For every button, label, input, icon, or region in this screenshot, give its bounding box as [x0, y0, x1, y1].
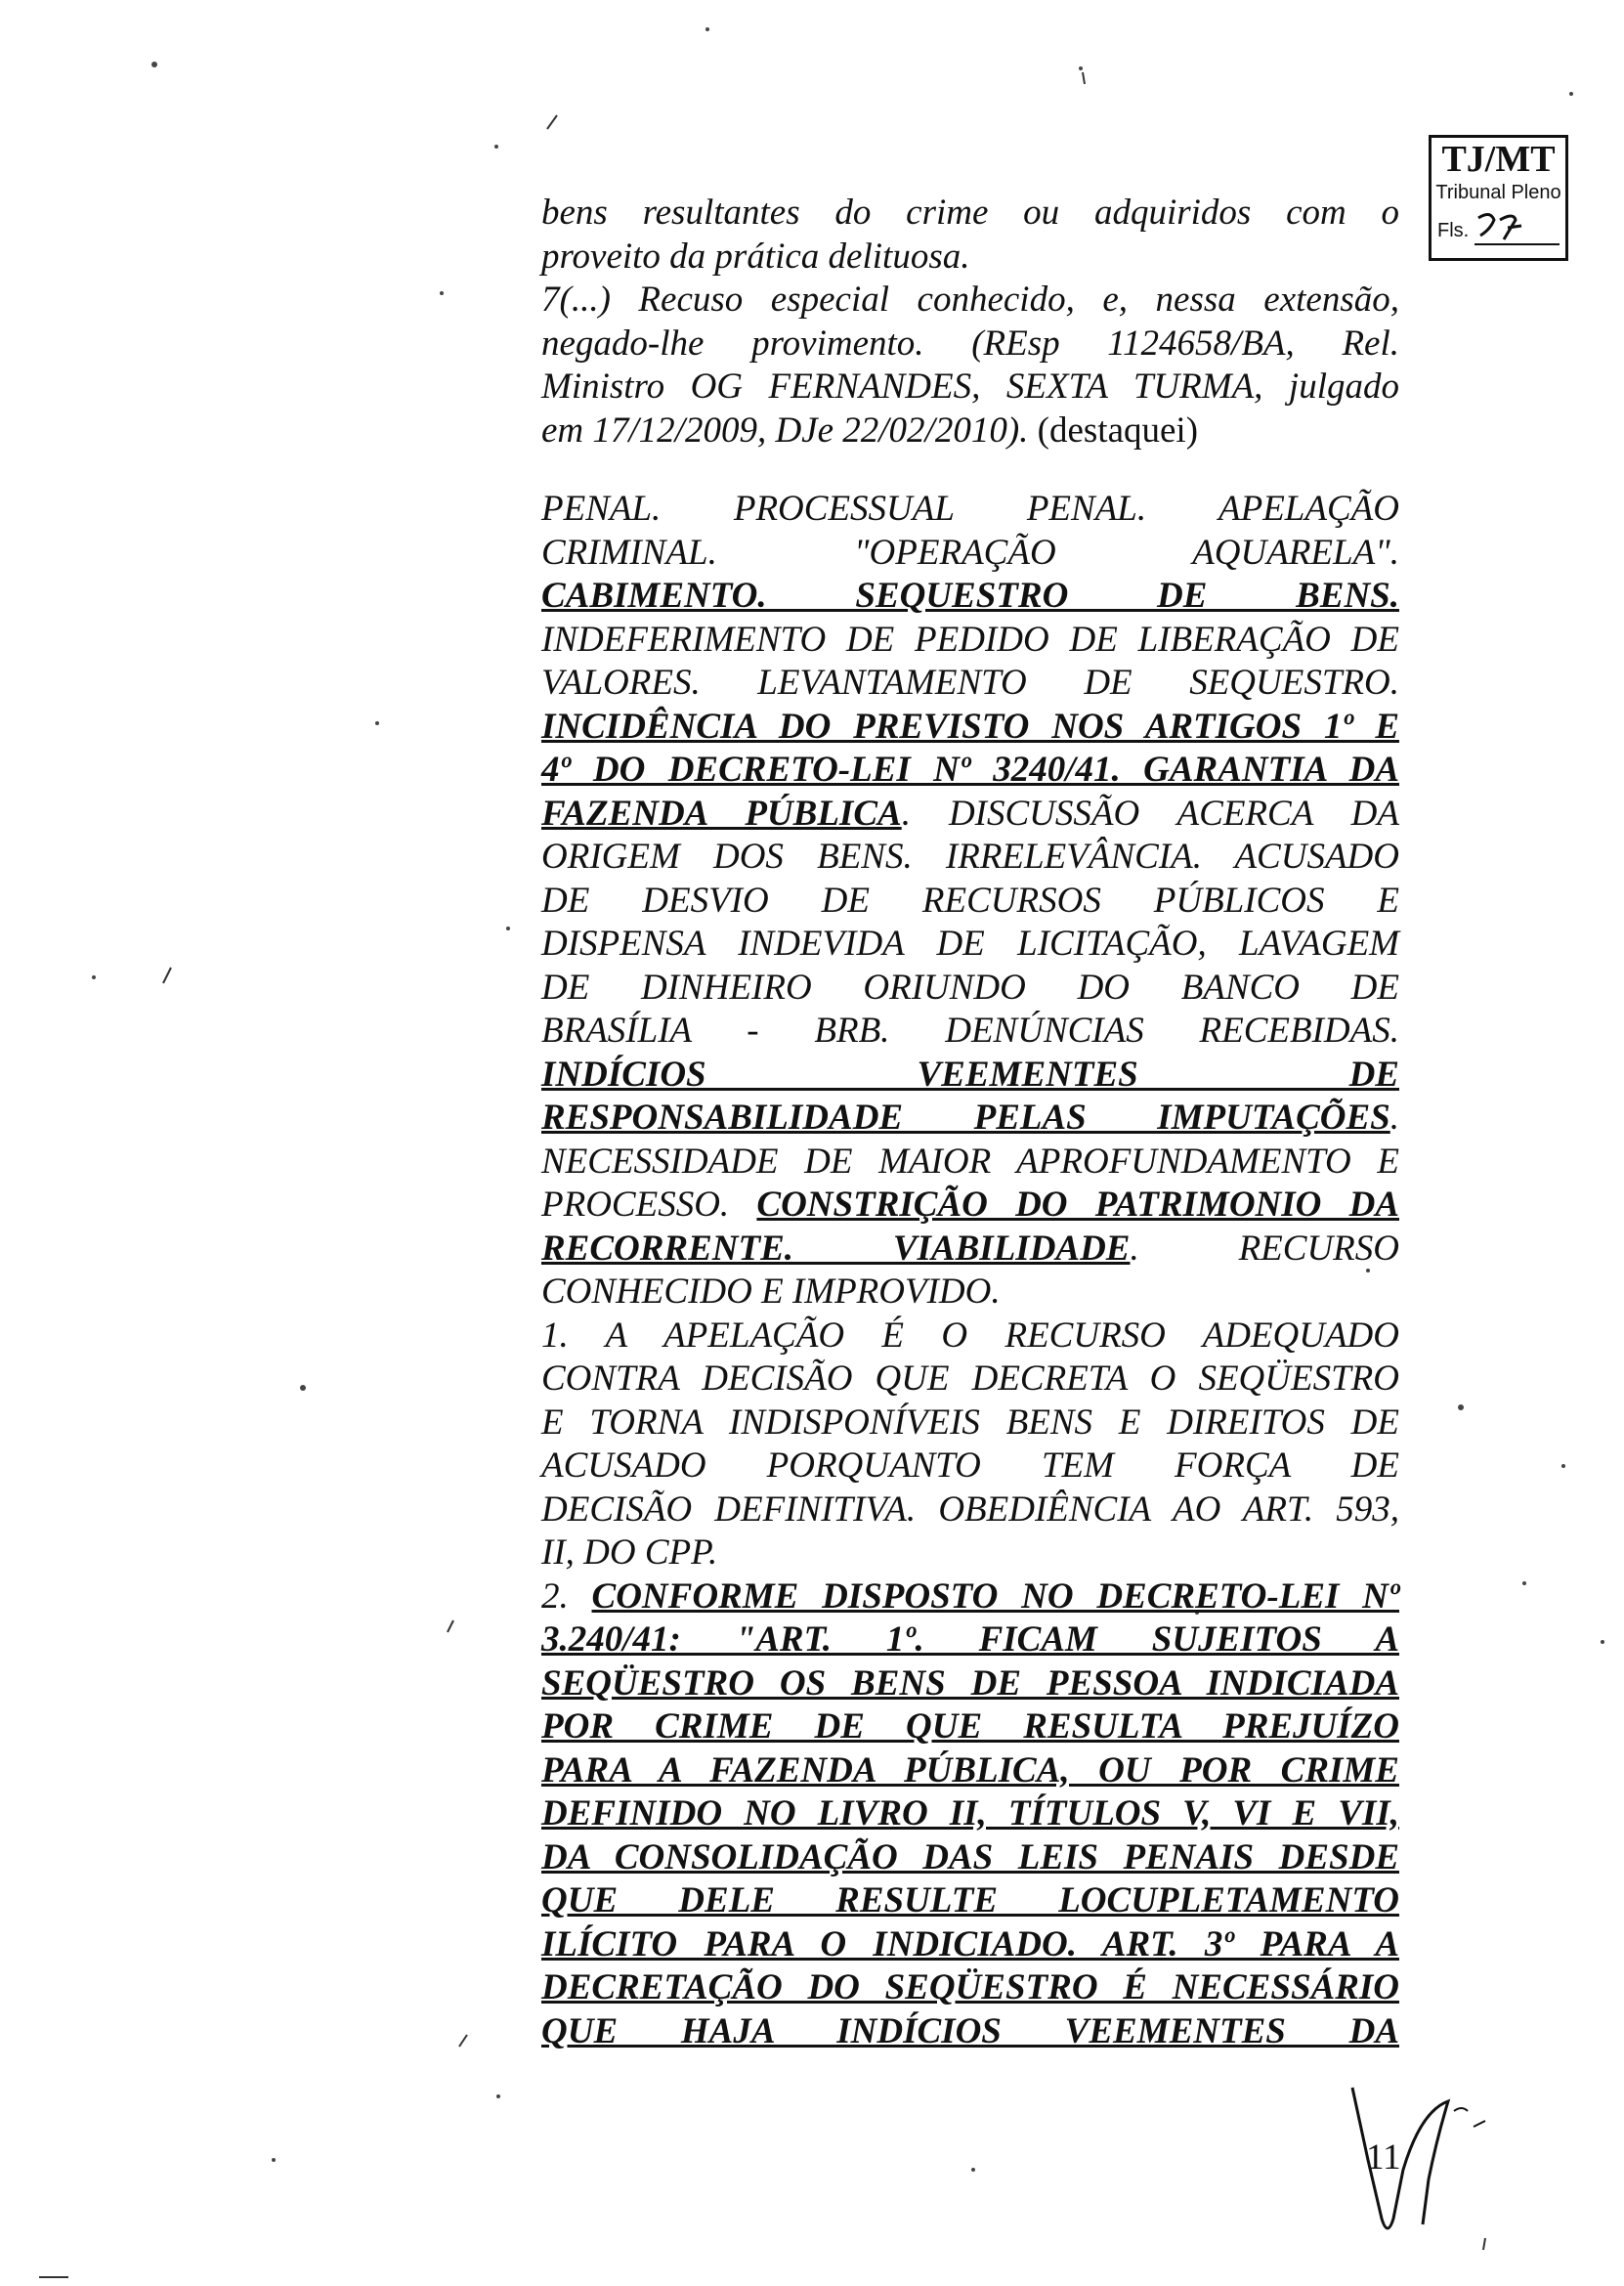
text-line: 7(...) Recuso especial conhecido, e, nessa extensão,	[541, 280, 1399, 320]
text-line	[541, 793, 1399, 837]
text-fragment: 2.	[541, 1575, 592, 1617]
text-line: CRIMINAL. "OPERAÇÃO AQUARELA".	[541, 532, 1399, 573]
highlighted-line: DECRETAÇÃO DO SEQÜESTRO É NECESSÁRIO	[541, 1967, 1399, 2007]
text-line: proveito da prática delituosa.	[541, 236, 970, 277]
folio-underline	[1474, 243, 1560, 245]
text-line: RESPONSABILIDADE PELAS IMPUTAÇÕES.	[541, 1098, 1399, 1138]
text-fragment: . RECURSO	[1130, 1228, 1399, 1269]
text-line: CONTRA DECISÃO QUE DECRETA O SEQÜESTRO	[541, 1359, 1399, 1399]
highlighted-line: 4º DO DECRETO-LEI Nº 3240/41. GARANTIA DA	[541, 750, 1399, 790]
text-line: DE DINHEIRO ORIUNDO DO BANCO DE	[541, 967, 1399, 1008]
highlighted-text: CONSTRIÇÃO DO PATRIMONIO DA	[756, 1185, 1399, 1225]
highlighted-line: CABIMENTO. SEQUESTRO DE BENS.	[541, 576, 1399, 616]
highlighted-line: 3.240/41: "ART. 1º. FICAM SUJEITOS A	[541, 1619, 1399, 1660]
highlighted-text: CONFORME DISPOSTO NO DECRETO-LEI Nº	[591, 1575, 1399, 1617]
text-line	[541, 410, 1399, 453]
citation: em 17/12/2009, DJe 22/02/2010).	[541, 410, 1029, 451]
text-line: NECESSIDADE DE MAIOR APROFUNDAMENTO E	[541, 1141, 1399, 1182]
highlighted-text: RESPONSABILIDADE PELAS IMPUTAÇÕES	[541, 1098, 1390, 1138]
text-line: negado-lhe provimento. (REsp 1124658/BA, Rel.	[541, 323, 1399, 364]
page-number: 11	[1366, 2137, 1401, 2178]
text-line: II, DO CPP.	[541, 1532, 718, 1573]
highlighted-line: INCIDÊNCIA DO PREVISTO NOS ARTIGOS 1º E	[541, 706, 1399, 747]
text-fragment: PROCESSO.	[541, 1185, 757, 1225]
highlighted-line: ILÍCITO PARA O INDICIADO. ART. 3º PARA A	[541, 1923, 1399, 1964]
text-line: VALORES. LEVANTAMENTO DE SEQUESTRO.	[541, 663, 1399, 703]
text-line	[541, 1184, 1399, 1228]
document-body	[541, 192, 1399, 2053]
court-name: Tribunal Pleno	[1435, 182, 1561, 203]
highlighted-line: POR CRIME DE QUE RESULTA PREJUÍZO	[541, 1706, 1399, 1747]
text-line: Ministro OG FERNANDES, SEXTA TURMA, julgado	[541, 367, 1399, 407]
text-line: DE DESVIO DE RECURSOS PÚBLICOS E	[541, 880, 1399, 921]
highlighted-line: INDÍCIOS VEEMENTES DE	[541, 1054, 1399, 1095]
highlighted-line: PARA A FAZENDA PÚBLICA, OU POR CRIME	[541, 1749, 1399, 1790]
text-line	[541, 1575, 1399, 1619]
highlighted-line: QUE DELE RESULTE LOCUPLETAMENTO	[541, 1880, 1399, 1920]
text-fragment: . DISCUSSÃO ACERCA DA	[901, 793, 1399, 834]
emphasis-note: (destaquei)	[1037, 410, 1199, 451]
highlighted-line: DA CONSOLIDAÇÃO DAS LEIS PENAIS DESDE	[541, 1836, 1399, 1877]
folio-label: Fls.	[1437, 220, 1470, 241]
text-line: CONHECIDO E IMPROVIDO.	[541, 1272, 1001, 1312]
highlighted-line: QUE HAJA INDÍCIOS VEEMENTES DA	[541, 2010, 1399, 2051]
handwritten-folio-number	[1471, 206, 1549, 245]
court-code: TJ/MT	[1441, 139, 1556, 180]
text-line: BRASÍLIA - BRB. DENÚNCIAS RECEBIDAS.	[541, 1011, 1399, 1051]
text-line: E TORNA INDISPONÍVEIS BENS E DIREITOS DE	[541, 1402, 1399, 1443]
text-line: DISPENSA INDEVIDA DE LICITAÇÃO, LAVAGEM	[541, 924, 1399, 964]
text-line: bens resultantes do crime ou adquiridos com o	[541, 193, 1399, 233]
text-line: DECISÃO DEFINITIVA. OBEDIÊNCIA AO ART. 593,	[541, 1488, 1399, 1530]
text-line: ACUSADO PORQUANTO TEM FORÇA DE	[541, 1445, 1399, 1486]
text-line: PENAL. PROCESSUAL PENAL. APELAÇÃO	[541, 489, 1399, 529]
signature-initials	[1339, 2072, 1515, 2248]
text-line	[541, 1228, 1399, 1272]
highlighted-text: RECORRENTE. VIABILIDADE	[541, 1228, 1131, 1269]
highlighted-line: SEQÜESTRO OS BENS DE PESSOA INDICIADA	[541, 1662, 1399, 1704]
text-line: INDEFERIMENTO DE PEDIDO DE LIBERAÇÃO DE	[541, 619, 1399, 660]
text-line: ORIGEM DOS BENS. IRRELEVÂNCIA. ACUSADO	[541, 837, 1399, 877]
highlighted-line: DEFINIDO NO LIVRO II, TÍTULOS V, VI E VII,	[541, 1793, 1399, 1833]
court-stamp	[1429, 135, 1568, 261]
text-line: 1. A APELAÇÃO É O RECURSO ADEQUADO	[541, 1315, 1399, 1356]
highlighted-text: FAZENDA PÚBLICA	[541, 793, 902, 834]
